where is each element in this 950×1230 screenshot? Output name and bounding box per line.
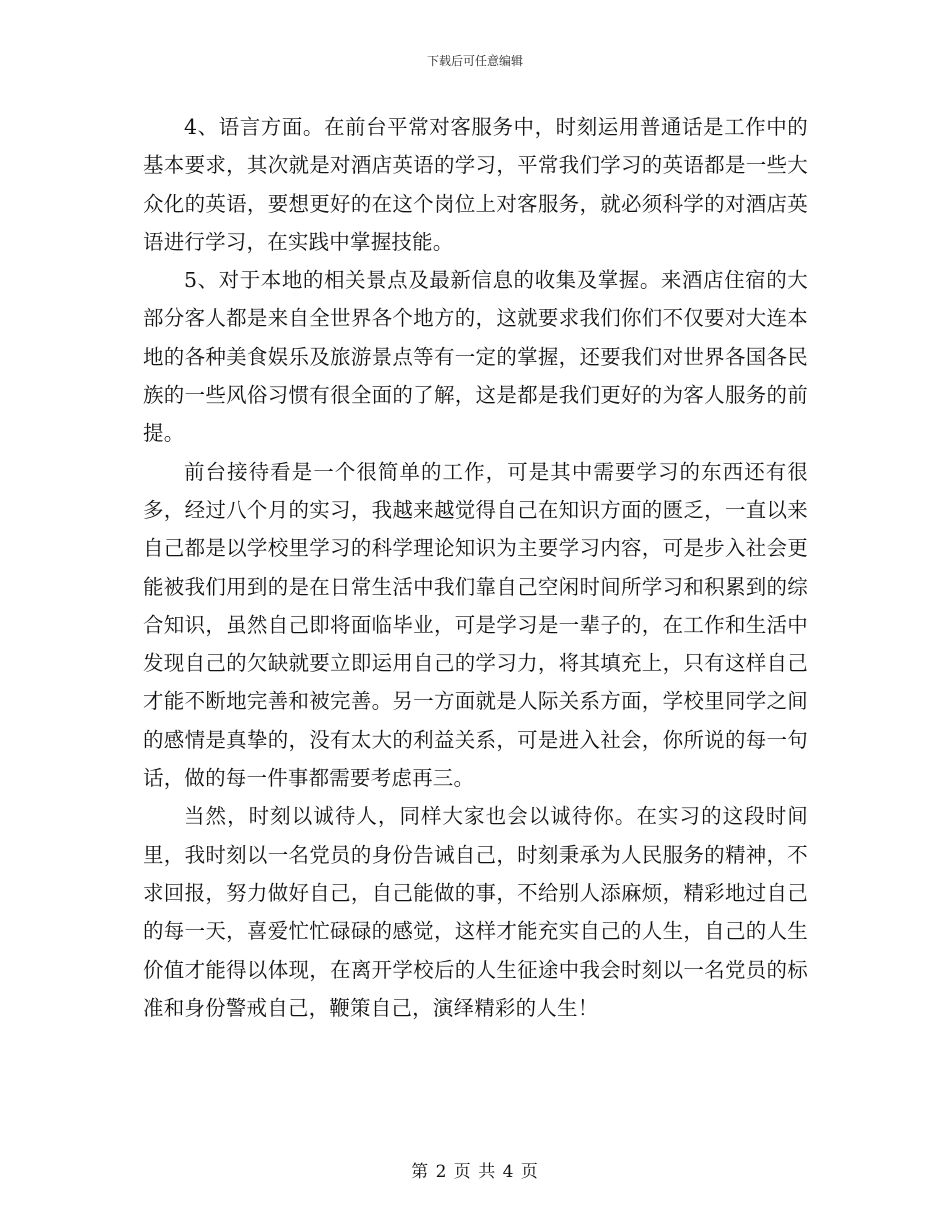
- document-body: [143, 108, 808, 1027]
- paragraph-sincerity: 当然，时刻以诚待人，同样大家也会以诚待你。在实习的这段时间里，我时刻以一名党员的身份告诫自己，时刻秉承为人民服务的精神，不求回报，努力做好自己，自己能做的事，不给别人添麻烦，精彩地过自己的每一天，喜爱忙忙碌碌的感觉，这样才能充实自己的人生，自己的人生价值才能得以体现，在离开学校后的人生征途中我会时刻以一名党员的标准和身份警戒自己，鞭策自己，演绎精彩的人生！: [143, 804, 808, 1020]
- page-number-footer: 第 2 页 共 4 页: [411, 1162, 539, 1182]
- paragraph-local-attractions: 5、对于本地的相关景点及最新信息的收集及掌握。来酒店住宿的大部分客人都是来自全世界各个地方的，这就要求我们你们不仅要对大连本地的各种美食娱乐及旅游景点等有一定的掌握，还要我们对世界各国各民族的一些风俗习惯有很全面的了解，这是都是我们更好的为客人服务的前提。: [143, 268, 808, 446]
- page-header: 下载后可任意编辑: [426, 54, 523, 68]
- paragraph-front-desk-learning: 前台接待看是一个很简单的工作，可是其中需要学习的东西还有很多，经过八个月的实习，我越来越觉得自己在知识方面的匮乏，一直以来自己都是以学校里学习的科学理论知识为主要学习内容，可是步入社会更能被我们用到的是在日常生活中我们靠自己空闲时间所学习和积累到的综合知识，虽然自己即将面临毕业，可是学习是一辈子的，在工作和生活中发现自己的欠缺就要立即运用自己的学习力，将其填充上，只有这样自己才能不断地完善和被完善。另一方面就是人际关系方面，学校里同学之间的感情是真挚的，没有太大的利益关系，可是进入社会，你所说的每一句话，做的每一件事都需要考虑再三。: [143, 459, 808, 791]
- paragraph-language: 4、语言方面。在前台平常对客服务中，时刻运用普通话是工作中的基本要求，其次就是对酒店英语的学习，平常我们学习的英语都是一些大众化的英语，要想更好的在这个岗位上对客服务，就必须科学的对酒店英语进行学习，在实践中掌握技能。: [143, 115, 808, 254]
